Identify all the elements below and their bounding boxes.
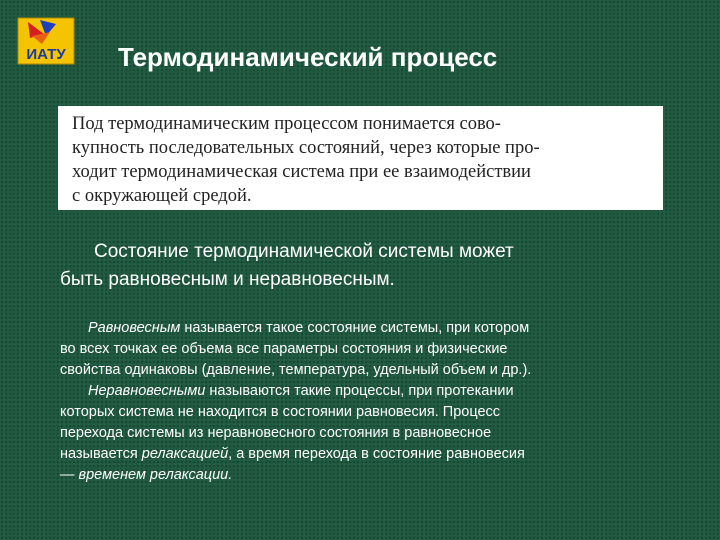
definition-line: с окружающей средой. [72,186,252,206]
state-line-2: быть равновесным и неравновесным. [60,269,395,290]
explanation-text [60,318,660,486]
term-equilibrium: Равновесным [88,320,181,336]
logo-emblem-icon [14,14,78,68]
state-line-1: Состояние термодинамической системы может [94,241,514,262]
slide-title: Термодинамический процесс [118,42,498,72]
definition-box [58,106,663,210]
state-paragraph [60,238,680,294]
text-line: во всех точках ее объема все параметры состояния и физические [60,341,508,357]
text-line: перехода системы из неравновесного состояния в равновесное [60,425,492,441]
term-nonequilibrium: Неравновесными [88,383,206,399]
term-relaxation: релаксацией [141,446,229,462]
text-fragment: называется [60,446,142,462]
text-fragment: называется такое состояние системы, при котором [180,320,530,336]
definition-line: купность последовательных состояний, через которые про- [72,138,540,158]
text-fragment: называются такие процессы, при протекании [205,383,514,399]
text-line: свойства одинаковы (давление, температура, удельный объем и др.). [60,362,532,378]
text-fragment: , а время перехода в состояние равновесия [228,446,525,462]
definition-line: Под термодинамическим процессом понимается сово- [72,114,501,134]
text-line: которых система не находится в состоянии равновесия. Процесс [60,404,501,420]
definition-line: ходит термодинамическая система при ее взаимодействии [72,162,531,182]
university-logo [14,14,78,68]
logo-text: ИАТУ [26,46,66,63]
term-relaxation-time: — временем релаксации. [60,467,233,483]
